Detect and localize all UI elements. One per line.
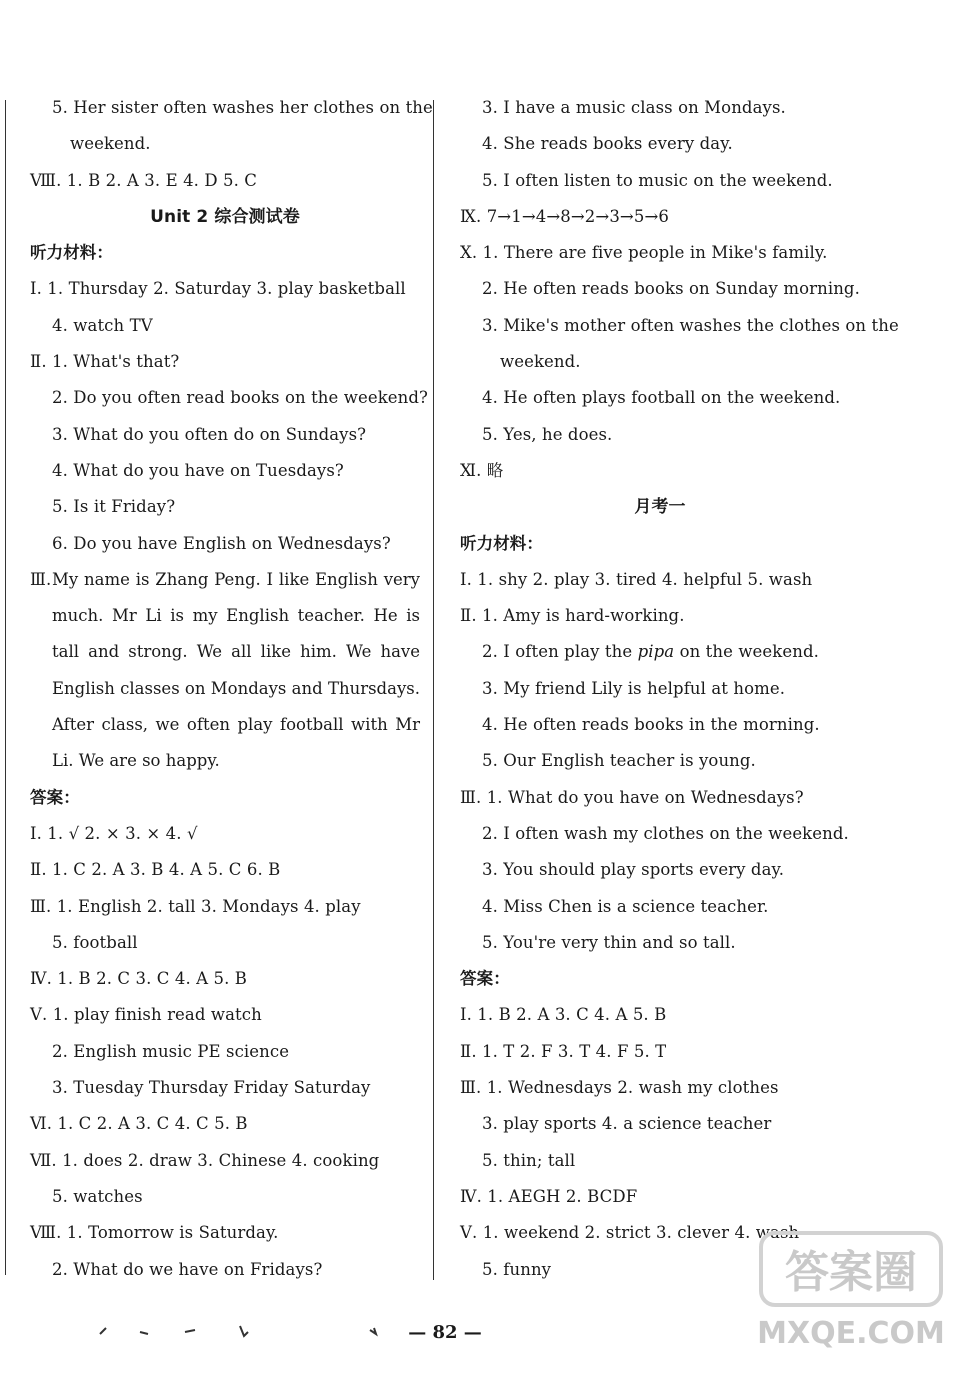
answer-line: Ⅰ. 1. B 2. A 3. C 4. A 5. B — [460, 1005, 667, 1025]
answer-line: Ⅰ. 1. √ 2. × 3. × 4. √ — [30, 823, 198, 843]
answer-line: 5. football — [52, 932, 138, 952]
scan-artifact-marks — [90, 1320, 390, 1340]
answer-line: Ⅵ. 1. C 2. A 3. C 4. C 5. B — [30, 1114, 248, 1134]
answer-line: 2. I often play the pipa on the weekend. — [482, 642, 819, 662]
answer-line: 2. I often wash my clothes on the weekend. — [482, 823, 849, 843]
answer-line: Ⅲ. 1. Wednesdays 2. wash my clothes — [460, 1078, 779, 1098]
column-divider — [433, 100, 434, 1280]
answer-line: 4. watch TV — [52, 315, 153, 335]
answer-line: Ⅲ. 1. English 2. tall 3. Mondays 4. play — [30, 896, 361, 916]
answer-line: 2. English music PE science — [52, 1041, 290, 1061]
answer-line: 5. watches — [52, 1186, 143, 1206]
answer-line: Ⅱ. 1. C 2. A 3. B 4. A 5. C 6. B — [30, 860, 281, 880]
subsection-heading: 答案： — [30, 787, 80, 807]
answer-line: 5. I often listen to music on the weekend. — [482, 170, 833, 190]
answer-line: Ⅳ. 1. AEGH 2. BCDF — [460, 1186, 638, 1206]
left-lines-bottom — [30, 780, 420, 1288]
answer-line: 5. Her sister often washes her clothes on the — [52, 98, 433, 117]
answer-line: Ⅸ. 7→1→4→8→2→3→5→6 — [460, 206, 669, 226]
answer-line: 5. You're very thin and so tall. — [482, 932, 736, 952]
answer-line: 5. Our English teacher is young. — [482, 751, 756, 771]
answer-line: 2. Do you often read books on the weekend? — [52, 388, 428, 408]
answer-line: weekend. — [500, 352, 581, 372]
answer-line: Ⅱ. 1. Amy is hard-working. — [460, 606, 685, 626]
answer-line: 2. What do we have on Fridays? — [52, 1259, 323, 1279]
answer-line: Ⅷ. 1. Tomorrow is Saturday. — [30, 1223, 279, 1243]
left-lines-top — [30, 90, 433, 562]
answer-line: 3. What do you often do on Sundays? — [52, 424, 367, 444]
answer-line: 5. thin; tall — [482, 1150, 576, 1170]
answer-line: 3. play sports 4. a science teacher — [482, 1114, 772, 1134]
answer-line: 3. You should play sports every day. — [482, 860, 785, 880]
answer-line: weekend. — [70, 134, 151, 154]
subsection-heading: 答案： — [460, 969, 510, 989]
answer-line: Ⅲ. 1. What do you have on Wednesdays? — [460, 787, 804, 807]
answer-line: Ⅴ. 1. weekend 2. strict 3. clever 4. wash — [460, 1223, 800, 1243]
italic-word: pipa — [637, 642, 675, 662]
answer-line: Ⅺ. 略 — [460, 460, 504, 480]
answer-line: 4. He often reads books in the morning. — [482, 715, 820, 735]
left-margin-rule — [5, 100, 6, 1275]
answer-line: 3. My friend Lily is helpful at home. — [482, 678, 786, 698]
answer-line: Ⅱ. 1. What's that? — [30, 352, 180, 372]
subsection-heading: 听力材料： — [460, 533, 543, 553]
watermark-logo — [757, 1223, 947, 1353]
answer-line: 4. She reads books every day. — [482, 134, 733, 154]
answer-line: 5. Yes, he does. — [482, 424, 613, 444]
passage-number: Ⅲ. — [30, 569, 52, 589]
answer-line: 6. Do you have English on Wednesdays? — [52, 533, 391, 553]
answer-line: Ⅰ. 1. Thursday 2. Saturday 3. play basketball — [30, 279, 406, 299]
watermark-top-text: 答案圈 — [785, 1247, 917, 1298]
answer-line: Ⅱ. 1. T 2. F 3. T 4. F 5. T — [460, 1041, 667, 1061]
answer-line: 4. He often plays football on the weekend. — [482, 388, 841, 408]
answer-line: Ⅹ. 1. There are five people in Mike's family. — [460, 243, 828, 263]
watermark-bottom-text: MXQE.COM — [757, 1316, 945, 1351]
listening-passage — [30, 562, 420, 780]
answer-line: Ⅰ. 1. shy 2. play 3. tired 4. helpful 5. wash — [460, 569, 813, 589]
answer-line: 3. Tuesday Thursday Friday Saturday — [52, 1078, 371, 1098]
answer-line: 5. funny — [482, 1259, 552, 1279]
passage-text: My name is Zhang Peng. I like English very much. Mr Li is my English teacher. He is tall and strong. We all like him. We have English classes on Mondays and Thursdays. After class, we often play football with Mr Li. We are so happy. — [52, 569, 420, 771]
section-title: Unit 2 综合测试卷 — [150, 206, 300, 227]
answer-line: 2. He often reads books on Sunday morning. — [482, 279, 860, 299]
section-title: 月考一 — [634, 497, 686, 518]
answer-line: Ⅶ. 1. does 2. draw 3. Chinese 4. cooking — [30, 1150, 380, 1170]
answer-line: Ⅴ. 1. play finish read watch — [30, 1005, 262, 1025]
page-number: — 82 — — [408, 1322, 482, 1343]
answer-line: 4. Miss Chen is a science teacher. — [482, 896, 769, 916]
answer-line: 3. Mike's mother often washes the clothes on the — [482, 315, 899, 335]
subsection-heading: 听力材料： — [30, 243, 113, 263]
answer-line: 3. I have a music class on Mondays. — [482, 98, 786, 117]
left-column — [30, 90, 433, 1288]
answer-line: 4. What do you have on Tuesdays? — [52, 460, 344, 480]
answer-line: Ⅷ. 1. B 2. A 3. E 4. D 5. C — [30, 170, 258, 190]
answer-line: 5. Is it Friday? — [52, 497, 176, 517]
answer-line: Ⅳ. 1. B 2. C 3. C 4. A 5. B — [30, 969, 248, 989]
